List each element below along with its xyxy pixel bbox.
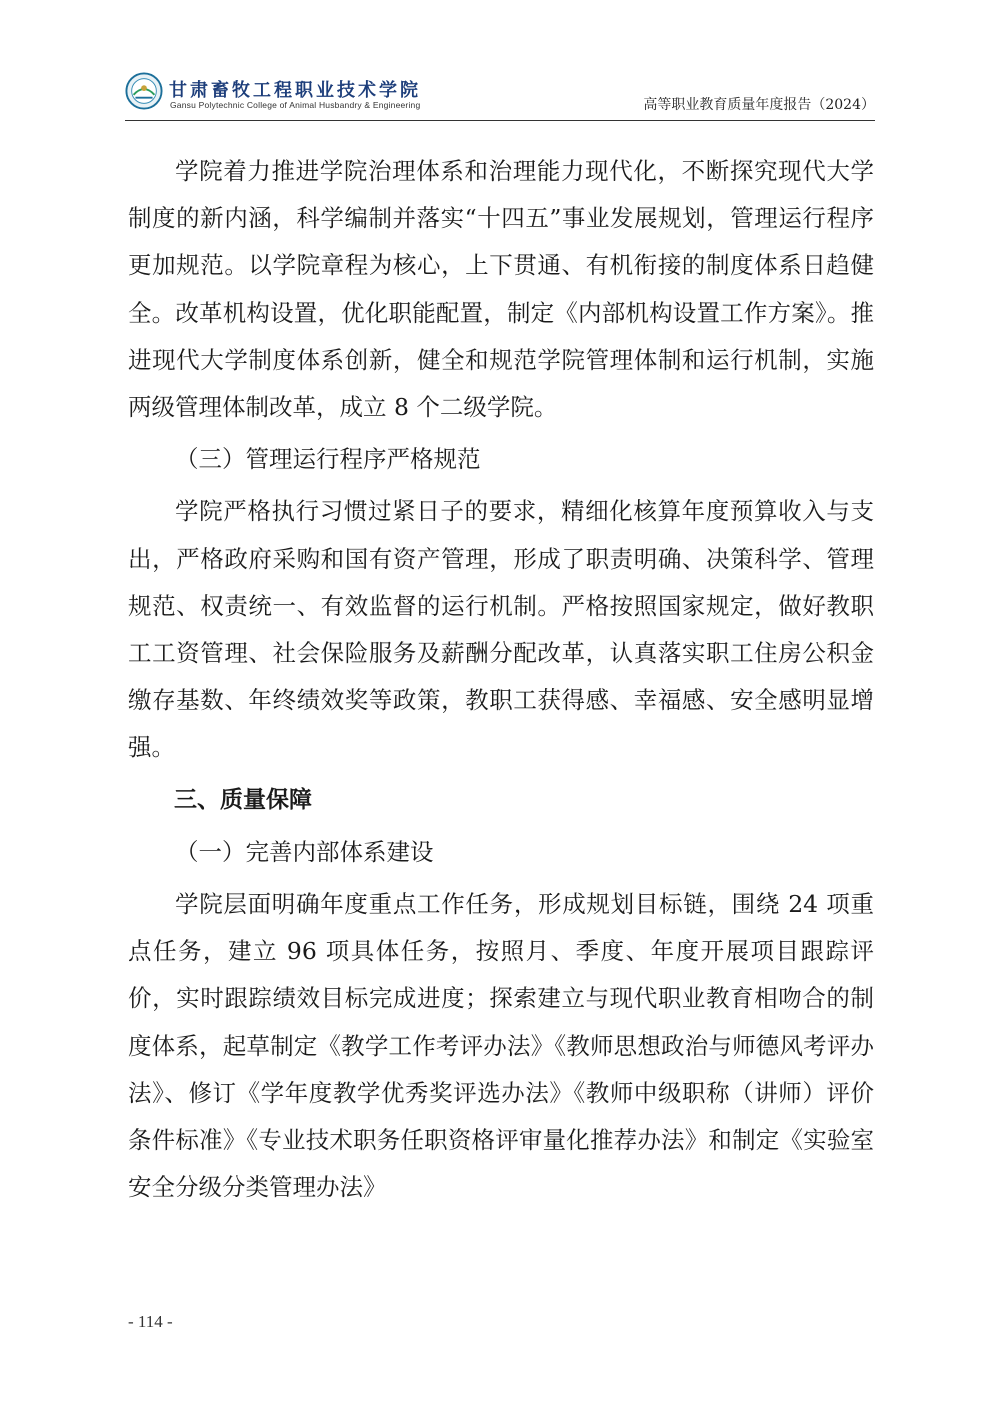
school-name-cn: 甘肃畜牧工程职业技术学院 xyxy=(169,80,421,101)
school-name-en: Gansu Polytechnic College of Animal Husbandry & Engineering xyxy=(170,100,421,110)
page-number: - 114 - xyxy=(128,1312,173,1331)
subheading-internal-system: （一）完善内部体系建设 xyxy=(175,837,434,866)
section-heading-quality-assurance: 三、质量保障 xyxy=(174,786,312,813)
college-logo-icon xyxy=(125,72,163,110)
paragraph-management: 学院严格执行习惯过紧日子的要求，精细化核算年度预算收入与支出，严格政府采购和国有资产管理，形成了职责明确、决策科学、管理规范、权责统一、有效监督的运行机制。严格按照国家规定，做好教职工工资管理、社会保险服务及薪酬分配改革，认真落实职工住房公积金缴存基数、年终绩效奖等政策，教职工获得感、幸福感、安全感明显增强。 xyxy=(128,497,874,762)
page-content xyxy=(128,148,874,1211)
report-title: 高等职业教育质量年度报告（2024） xyxy=(643,97,875,113)
page-header xyxy=(125,68,875,121)
paragraph-internal-system: 学院层面明确年度重点工作任务，形成规划目标链，围绕 24 项重点任务，建立 96 项具体任务，按照月、季度、年度开展项目跟踪评价，实时跟踪绩效目标完成进度；探索建立与现代职业教育相吻合的制度体系，起草制定《教学工作考评办法》《教师思想政治与师德风考评办法》、修订《学年度教学优秀奖评选办法》《教师中级职称（讲师）评价条件标准》《专业技术职务任职资格评审量化推荐办法》和制定《实验室安全分级分类管理办法》 xyxy=(128,890,874,1202)
paragraph-governance: 学院着力推进学院治理体系和治理能力现代化，不断探究现代大学制度的新内涵，科学编制并落实“十四五”事业发展规划，管理运行程序更加规范。以学院章程为核心，上下贯通、有机衔接的制度体系日趋健全。改革机构设置，优化职能配置，制定《内部机构设置工作方案》。推进现代大学制度体系创新，健全和规范学院管理体制和运行机制，实施两级管理体制改革，成立 8 个二级学院。 xyxy=(128,157,874,422)
subheading-management-norms: （三）管理运行程序严格规范 xyxy=(175,445,481,474)
